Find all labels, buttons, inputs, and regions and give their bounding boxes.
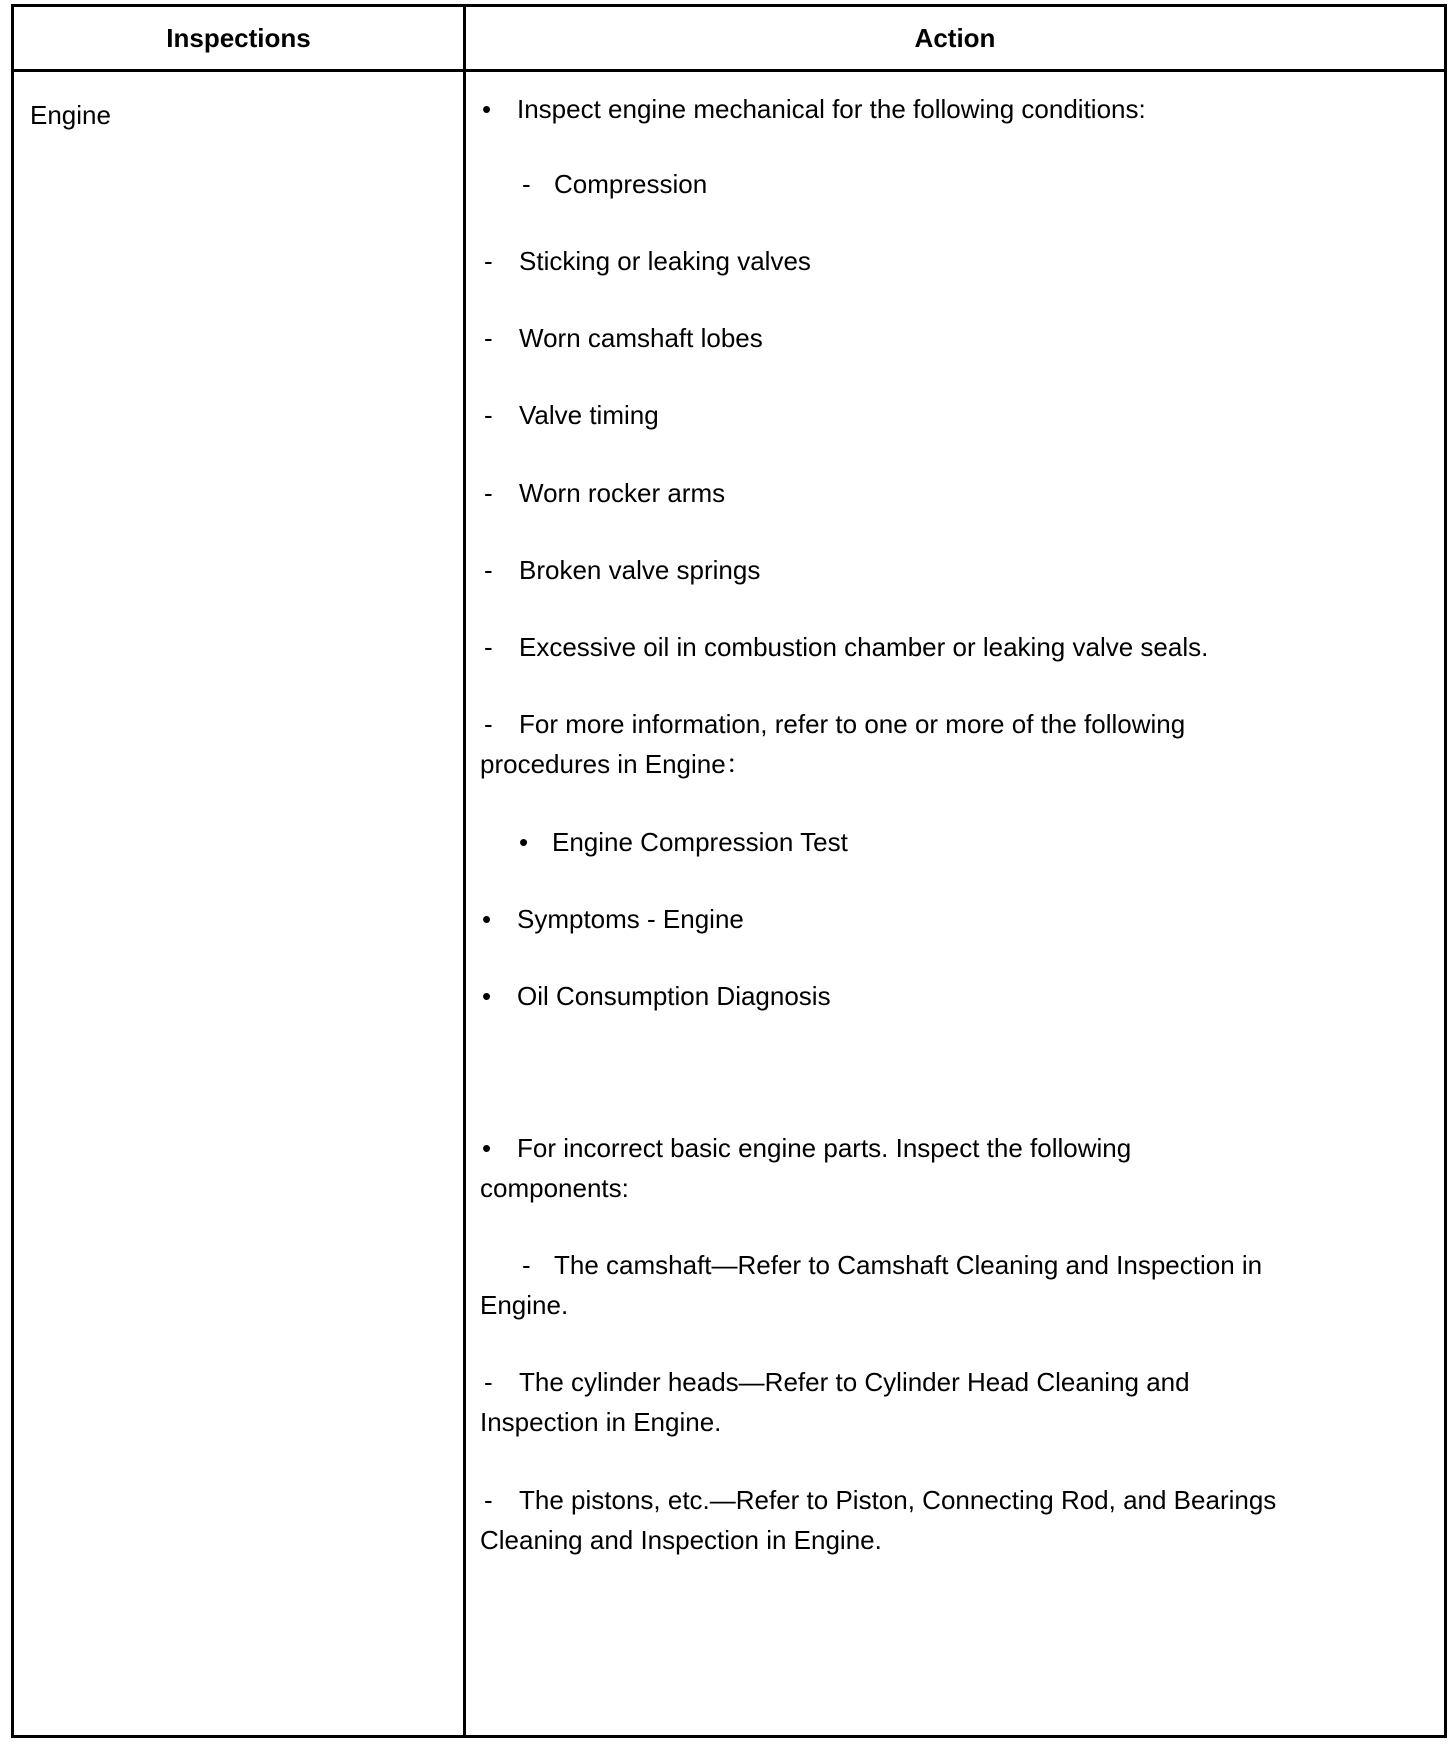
header-divider (14, 69, 1444, 72)
action-line: Valve timing (519, 400, 659, 430)
bullet-marker: • (482, 1133, 492, 1163)
action-line: Excessive oil in combustion chamber or leaking valve seals. (519, 632, 1209, 662)
dash-marker: - (522, 1250, 531, 1280)
action-line: Worn camshaft lobes (519, 323, 763, 353)
column-divider (463, 7, 466, 1735)
bullet-marker: • (482, 94, 492, 124)
dash-marker: - (484, 1485, 493, 1515)
dash-marker: - (484, 246, 493, 276)
dash-marker: - (484, 632, 493, 662)
action-line: Engine Compression Test (552, 827, 848, 857)
header-action: Action (914, 23, 996, 53)
inspection-table (11, 4, 1447, 1738)
dash-marker: - (484, 478, 493, 508)
action-line: For incorrect basic engine parts. Inspect the following (517, 1133, 1132, 1163)
dash-marker: - (484, 555, 493, 585)
action-line: The cylinder heads—Refer to Cylinder Head Cleaning and (519, 1367, 1190, 1397)
bullet-marker: • (519, 827, 529, 857)
inspection-cell-engine: Engine (30, 100, 111, 130)
action-line: Symptoms - Engine (517, 904, 744, 934)
bullet-marker: • (482, 904, 492, 934)
dash-marker: - (484, 709, 493, 739)
action-line: The camshaft—Refer to Camshaft Cleaning and Inspection in (554, 1250, 1263, 1280)
action-line: Broken valve springs (519, 555, 761, 585)
action-line: Compression (554, 169, 708, 199)
header-inspections: Inspections (166, 23, 311, 53)
action-line: Inspection in Engine. (480, 1407, 722, 1437)
action-line: Worn rocker arms (519, 478, 726, 508)
action-line: Oil Consumption Diagnosis (517, 981, 831, 1011)
action-line: Cleaning and Inspection in Engine. (480, 1525, 882, 1555)
dash-marker: - (522, 169, 531, 199)
action-line: For more information, refer to one or more of the following (519, 709, 1186, 739)
dash-marker: - (484, 1367, 493, 1397)
action-line: Sticking or leaking valves (519, 246, 811, 276)
dash-marker: - (484, 400, 493, 430)
action-line: components: (480, 1173, 629, 1203)
action-line: The pistons, etc.—Refer to Piston, Connecting Rod, and Bearings (519, 1485, 1277, 1515)
action-line: Inspect engine mechanical for the following conditions: (517, 94, 1146, 124)
dash-marker: - (484, 323, 493, 353)
bullet-marker: • (482, 981, 492, 1011)
action-line: Engine. (480, 1290, 569, 1320)
action-line: procedures in Engine： (480, 749, 752, 779)
